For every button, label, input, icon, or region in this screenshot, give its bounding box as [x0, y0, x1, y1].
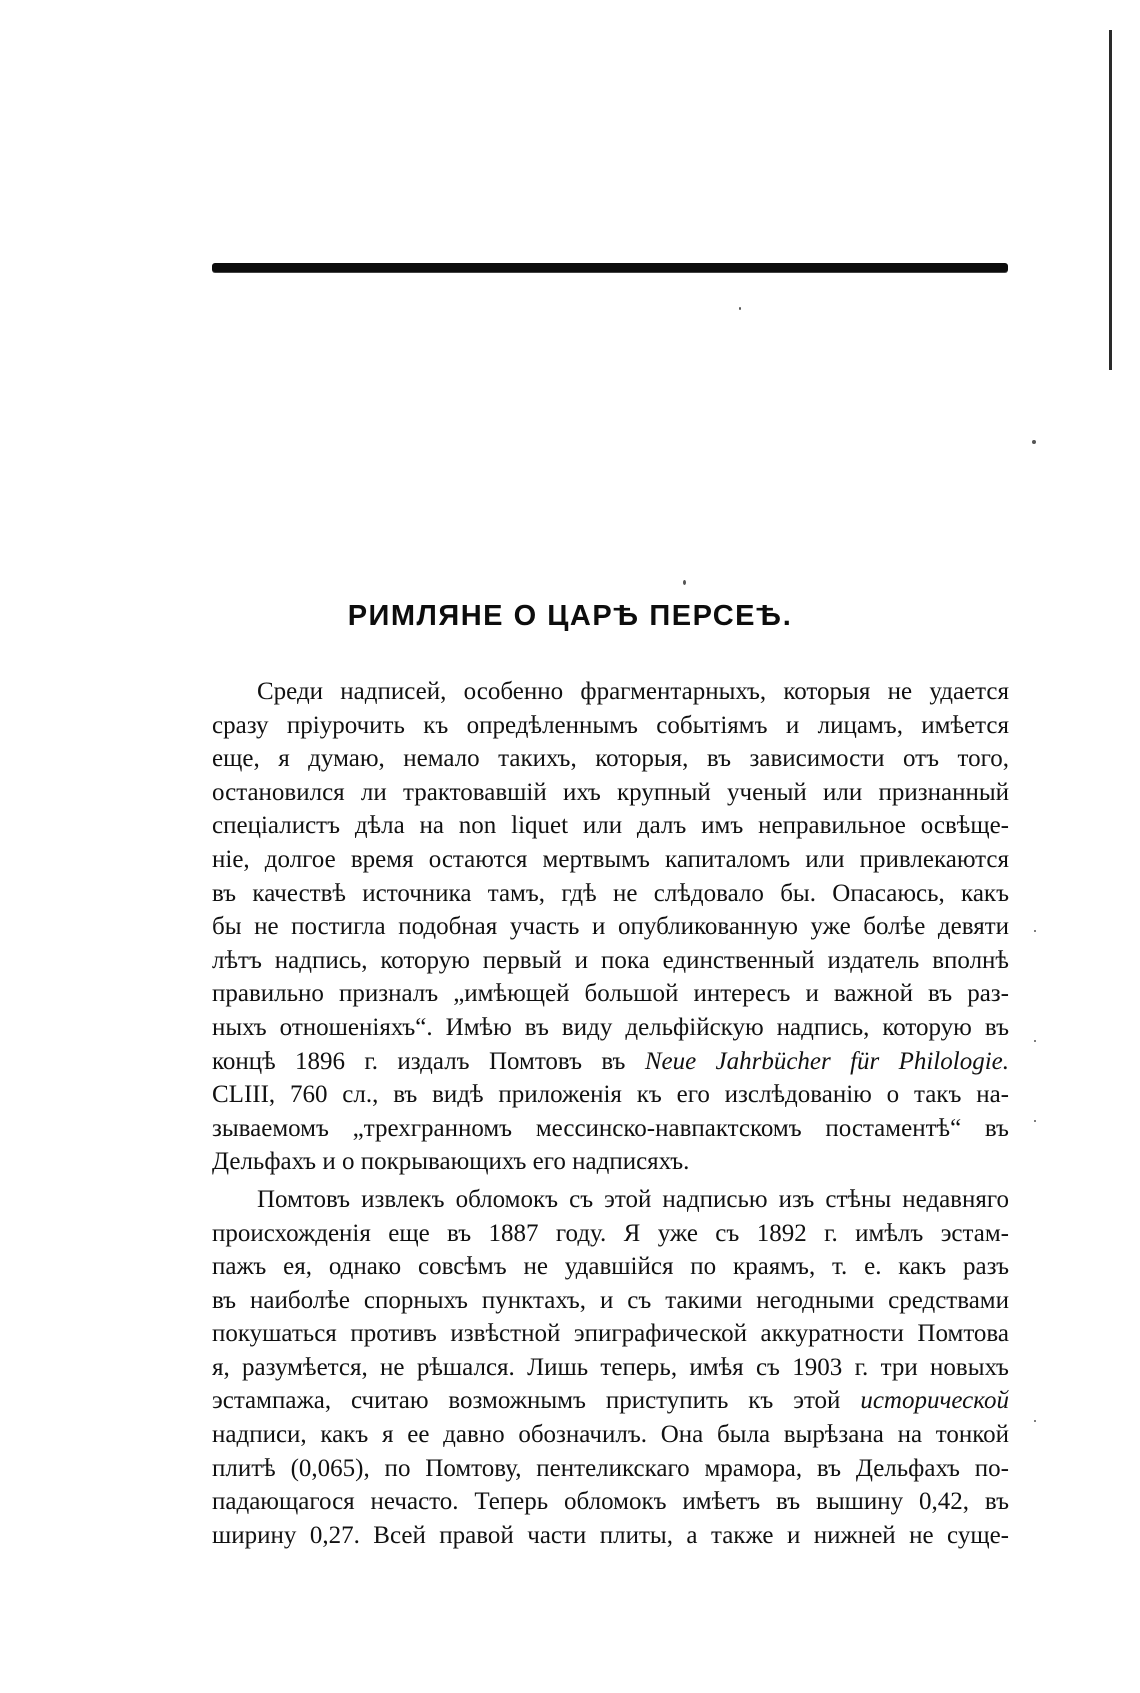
text-line — [212, 1217, 1009, 1251]
scan-edge-line — [1109, 30, 1112, 370]
text-run: надписи, какъ я ее давно обозначилъ. Она была вырѣзана на тонкой — [212, 1421, 1009, 1449]
text-line — [212, 675, 1009, 709]
scan-speck — [1034, 1420, 1036, 1422]
text-line — [212, 944, 1009, 978]
text-line — [212, 809, 1009, 843]
text-line — [212, 877, 1009, 911]
scan-speck — [1034, 1040, 1036, 1042]
text-run: покушаться противъ извѣстной эпиграфической аккуратности Помтова — [212, 1320, 1009, 1348]
text-run: Среди надписей, особенно фрагментарныхъ, которыя не удается — [257, 678, 1009, 705]
text-line — [212, 1011, 1009, 1045]
text-line — [212, 1284, 1009, 1318]
text-line — [212, 776, 1009, 810]
text-run: я, разумѣется, не рѣшался. Лишь теперь, имѣя съ 1903 г. три новыхъ — [212, 1353, 1009, 1381]
scan-speck — [1034, 1120, 1036, 1122]
text-run: сразу пріурочить къ опредѣленнымъ событіямъ и лицамъ, имѣется — [212, 711, 1009, 739]
scan-speck — [1032, 440, 1036, 444]
text-line — [212, 1485, 1009, 1519]
text-line — [212, 742, 1009, 776]
text-run: происхожденія еще въ 1887 году. Я уже съ 1892 г. имѣлъ эстам- — [212, 1219, 1009, 1247]
text-line — [212, 843, 1009, 877]
text-line — [212, 1112, 1009, 1146]
scan-speck — [683, 580, 686, 585]
text-run: бы не постигла подобная участь и опубликованную уже болѣе девяти — [212, 913, 1009, 941]
text-line — [212, 1317, 1009, 1351]
text-run: ныхъ отношеніяхъ“. Имѣю въ виду дельфійскую надпись, которую въ — [212, 1013, 1009, 1041]
text-run: концѣ 1896 г. издалъ Помтовъ въ — [212, 1047, 645, 1075]
text-line — [212, 1519, 1009, 1553]
scan-speck — [739, 307, 741, 310]
text-line — [212, 709, 1009, 743]
text-line — [212, 1351, 1009, 1385]
italic-text: исторической — [860, 1387, 1009, 1415]
text-run: лѣтъ надпись, которую первый и пока единственный издатель вполнѣ — [212, 946, 1009, 974]
text-line — [212, 1045, 1009, 1079]
text-run: Дельфахъ и о покрывающихъ его надписяхъ. — [212, 1148, 690, 1176]
text-run: зываемомъ „трехгранномъ мессинско-навпактскомъ постаментѣ“ въ — [212, 1114, 1009, 1142]
body-text — [212, 675, 1009, 1552]
text-run: остановился ли трактовавшій ихъ крупный ученый или признанный — [212, 778, 1009, 806]
text-run: въ качествѣ источника тамъ, гдѣ не слѣдовало бы. Опасаюсь, какъ — [212, 879, 1009, 907]
header-rule — [212, 263, 1008, 272]
text-line — [212, 1183, 1009, 1217]
text-run: спеціалистъ дѣла на non liquet или далъ имъ неправильное освѣще- — [212, 812, 1009, 840]
text-run: въ наиболѣе спорныхъ пунктахъ, и съ такими негодными средствами — [212, 1286, 1009, 1314]
text-line — [212, 910, 1009, 944]
text-line — [212, 1384, 1009, 1418]
italic-text: Neue Jahrbücher für Philologie. — [644, 1047, 1009, 1075]
text-line — [212, 977, 1009, 1011]
text-run: еще, я думаю, немало такихъ, которыя, въ зависимости отъ того, — [212, 745, 1009, 773]
text-line — [212, 1452, 1009, 1486]
text-run: CLIII, 760 сл., въ видѣ приложенія къ его изслѣдованію о такъ на- — [212, 1081, 1009, 1109]
text-run: ніе, долгое время остаются мертвымъ капиталомъ или привлекаются — [212, 845, 1009, 873]
text-line — [212, 1250, 1009, 1284]
text-run: правильно призналъ „имѣющей большой интересъ и важной въ раз- — [212, 980, 1009, 1008]
text-line — [212, 1145, 1009, 1179]
text-run: Помтовъ извлекъ обломокъ съ этой надписью изъ стѣны недавняго — [257, 1185, 1009, 1213]
text-line — [212, 1078, 1009, 1112]
text-line — [212, 1418, 1009, 1452]
text-run: падающагося нечасто. Теперь обломокъ имѣетъ въ вышину 0,42, въ — [212, 1488, 1009, 1516]
page-title: РИМЛЯНЕ О ЦАРѢ ПЕРСЕѢ. — [347, 600, 793, 632]
text-run: ширину 0,27. Всей правой части плиты, а также и нижней не суще- — [212, 1521, 1009, 1549]
text-run: плитѣ (0,065), по Помтову, пентеликскаго мрамора, въ Дельфахъ по- — [212, 1454, 1009, 1482]
scan-speck — [1034, 930, 1036, 932]
text-run: эстампажа, считаю возможнымъ приступить къ этой — [212, 1387, 861, 1415]
text-run: пажъ ея, однако совсѣмъ не удавшійся по краямъ, т. е. какъ разъ — [212, 1253, 1009, 1281]
